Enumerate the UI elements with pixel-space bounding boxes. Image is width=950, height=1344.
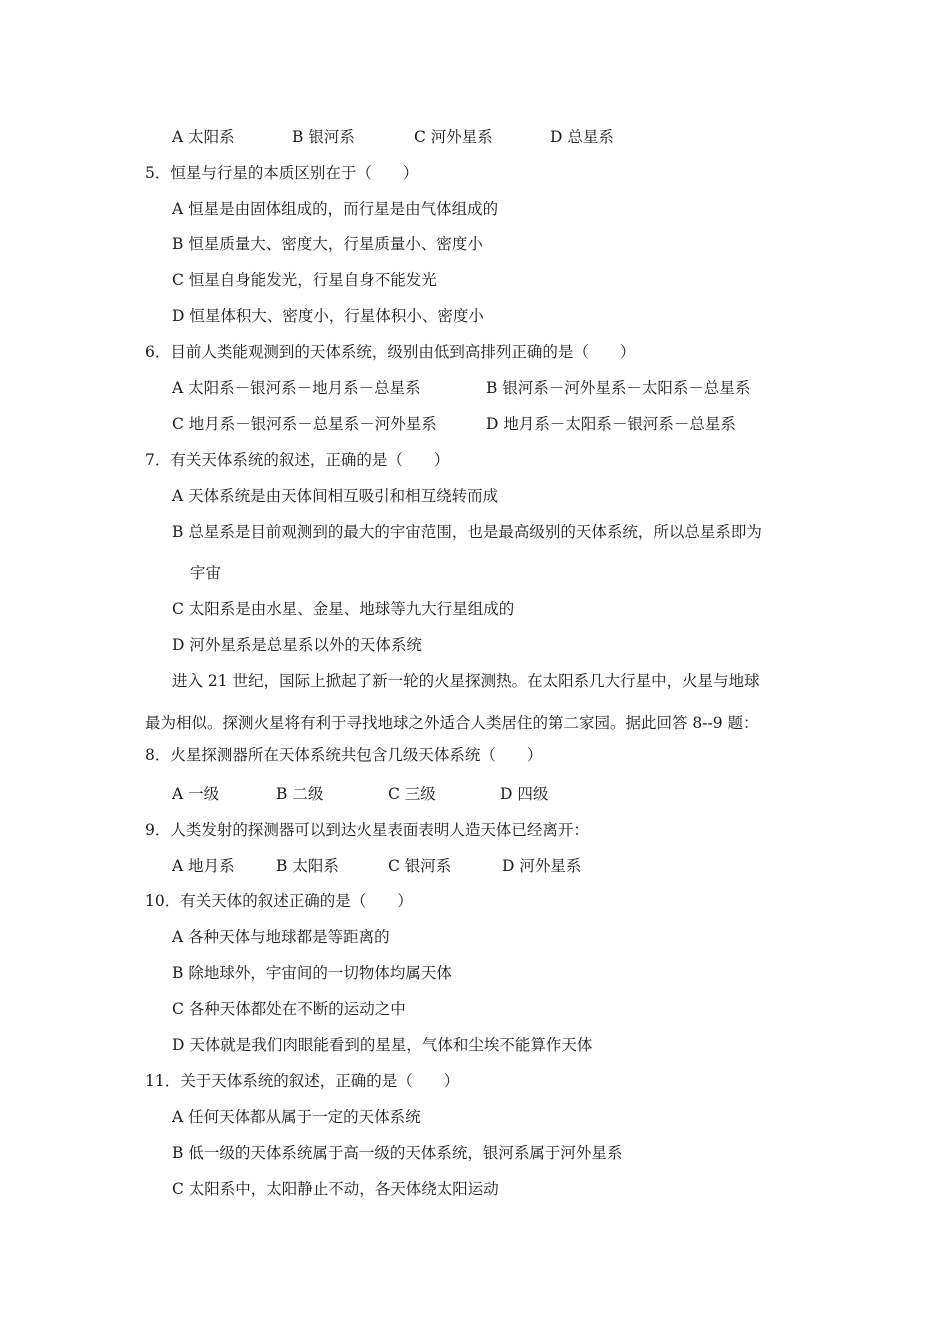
option-d: D 河外星系: [502, 857, 582, 875]
option-d: D 四级: [500, 785, 549, 803]
option-c: C 地月系－银河系－总星系－河外星系: [172, 415, 437, 433]
option-c: C 河外星系: [414, 128, 493, 146]
option-c: C 三级: [388, 785, 436, 803]
question-stem: 7．有关天体系统的叙述，正确的是（ ）: [145, 451, 450, 469]
question-stem: 11．关于天体系统的叙述，正确的是（ ）: [145, 1072, 460, 1090]
option-b-continued: 宇宙: [190, 564, 222, 582]
option-d: D 天体就是我们肉眼能看到的星星，气体和尘埃不能算作天体: [172, 1036, 593, 1054]
option-a: A 太阳系－银河系－地月系－总星系: [172, 379, 421, 397]
question-stem: 8．火星探测器所在天体系统共包含几级天体系统（ ）: [145, 746, 543, 764]
option-a: A 一级: [172, 785, 220, 803]
option-d: D 总星系: [550, 128, 614, 146]
option-b: B 除地球外，宇宙间的一切物体均属天体: [172, 964, 452, 982]
option-a: A 恒星是由固体组成的，而行星是由气体组成的: [172, 200, 499, 218]
option-d: D 恒星体积大、密度小，行星体积小、密度小: [172, 307, 484, 325]
option-b: B 恒星质量大、密度大，行星质量小、密度小: [172, 235, 483, 253]
passage-line-1: 进入 21 世纪，国际上掀起了新一轮的火星探测热。在太阳系几大行星中，火星与地球: [172, 672, 760, 690]
option-b: B 总星系是目前观测到的最大的宇宙范围，也是最高级别的天体系统，所以总星系即为: [172, 523, 762, 541]
question-stem: 5．恒星与行星的本质区别在于（ ）: [145, 164, 419, 182]
option-b: B 太阳系: [276, 857, 339, 875]
option-b: B 二级: [276, 785, 324, 803]
question-stem: 9．人类发射的探测器可以到达火星表面表明人造天体已经离开：: [145, 821, 589, 839]
option-a: A 地月系: [172, 857, 235, 875]
question-stem: 10．有关天体的叙述正确的是（ ）: [145, 892, 413, 910]
question-stem: 6．目前人类能观测到的天体系统，级别由低到高排列正确的是（ ）: [145, 343, 636, 361]
passage-line-2: 最为相似。探测火星将有利于寻找地球之外适合人类居住的第二家园。据此回答 8--9 题：: [145, 714, 759, 732]
option-c: C 恒星自身能发光，行星自身不能发光: [172, 271, 437, 289]
option-c: C 各种天体都处在不断的运动之中: [172, 1000, 406, 1018]
option-a: A 太阳系: [172, 128, 235, 146]
option-d: D 河外星系是总星系以外的天体系统: [172, 636, 422, 654]
option-a: A 天体系统是由天体间相互吸引和相互绕转而成: [172, 487, 499, 505]
option-c: C 银河系: [388, 857, 452, 875]
option-b: B 银河系: [292, 128, 355, 146]
option-c: C 太阳系是由水星、金星、地球等九大行星组成的: [172, 600, 515, 618]
option-c: C 太阳系中，太阳静止不动，各天体绕太阳运动: [172, 1180, 499, 1198]
option-a: A 任何天体都从属于一定的天体系统: [172, 1108, 421, 1126]
option-d: D 地月系－太阳系－银河系－总星系: [486, 415, 736, 433]
option-b: B 低一级的天体系统属于高一级的天体系统，银河系属于河外星系: [172, 1144, 623, 1162]
option-b: B 银河系－河外星系－太阳系－总星系: [486, 379, 751, 397]
option-a: A 各种天体与地球都是等距离的: [172, 928, 390, 946]
